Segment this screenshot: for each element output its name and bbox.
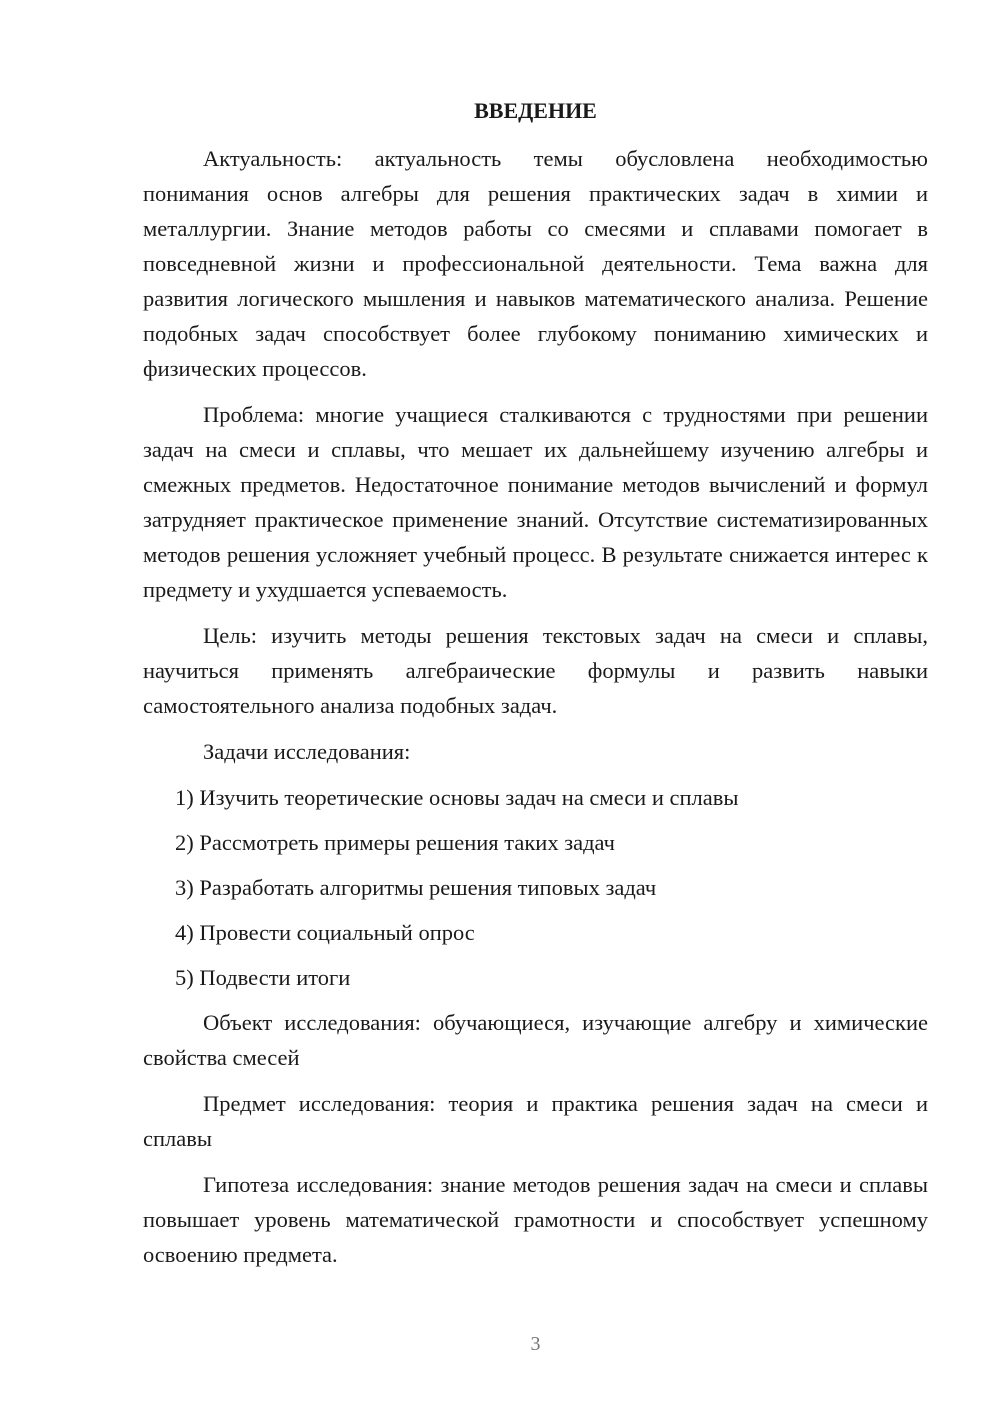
- subject-paragraph: Предмет исследования: теория и практика решения задач на смеси и сплавы: [143, 1091, 928, 1151]
- problem-paragraph: Проблема: многие учащиеся сталкиваются с трудностями при решении задач на смеси и сплавы, что мешает их дальнейшему изучению алгебры и смежных предметов. Недостаточное понимание методов вычислений и формул затрудняет практическое применение знаний. Отсутствие систематизированных методов решения усложняет учебный процесс. В результате снижается интерес к предмету и ухудшается успеваемость.: [143, 402, 928, 602]
- page-title: ВВЕДЕНИЕ: [474, 98, 597, 123]
- page-number: 3: [530, 1333, 541, 1355]
- task-list: [143, 780, 928, 995]
- tasks-label: Задачи исследования:: [203, 739, 411, 764]
- document-page: [143, 93, 928, 1283]
- hypothesis-paragraph: Гипотеза исследования: знание методов решения задач на смеси и сплавы повышает уровень математической грамотности и способствует успешному освоению предмета.: [143, 1172, 928, 1267]
- task-item: 3) Разработать алгоритмы решения типовых задач: [175, 875, 657, 900]
- relevance-paragraph: Актуальность: актуальность темы обусловлена необходимостью понимания основ алгебры для решения практических задач в химии и металлургии. Знание методов работы со смесями и сплавами помогает в повседневной жизни и профессиональной деятельности. Тема важна для развития логического мышления и навыков математического анализа. Решение подобных задач способствует более глубокому пониманию химических и физических процессов.: [143, 146, 928, 381]
- object-paragraph: Объект исследования: обучающиеся, изучающие алгебру и химические свойства смесей: [143, 1010, 928, 1070]
- task-item: 2) Рассмотреть примеры решения таких задач: [175, 830, 615, 855]
- task-item: 5) Подвести итоги: [175, 965, 351, 990]
- task-item: 4) Провести социальный опрос: [175, 920, 475, 945]
- goal-paragraph: Цель: изучить методы решения текстовых задач на смеси и сплавы, научиться применять алгебраические формулы и развить навыки самостоятельного анализа подобных задач.: [143, 623, 928, 718]
- task-item: 1) Изучить теоретические основы задач на смеси и сплавы: [175, 785, 739, 810]
